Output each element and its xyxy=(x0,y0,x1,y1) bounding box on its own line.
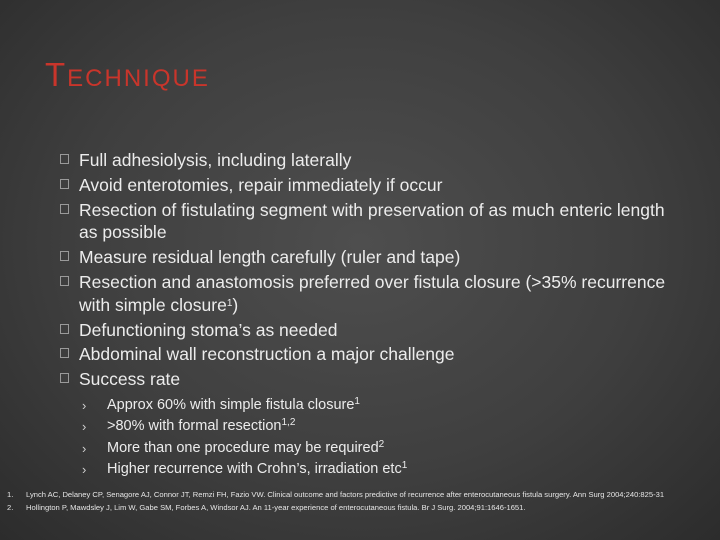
bullet-text: Measure residual length carefully (ruler and tape) xyxy=(79,247,461,268)
bullet-icon xyxy=(60,276,69,286)
reference-number: 1. xyxy=(7,490,14,499)
bullet-text: Resection and anastomosis preferred over fistula closure (>35% recurrence with simple closure xyxy=(79,271,666,315)
reference-item xyxy=(7,489,715,501)
chevron-right-icon: › xyxy=(82,397,87,413)
bullet-icon xyxy=(60,373,69,383)
bullet-icon xyxy=(60,251,69,261)
bullet-text: Defunctioning stoma’s as needed xyxy=(79,319,338,340)
sub-bullet-item xyxy=(79,459,680,481)
bullet-icon xyxy=(60,154,69,164)
reference-text: Lynch AC, Delaney CP, Senagore AJ, Connor JT, Remzi FH, Fazio VW. Clinical outcome and factors predictive of recurrence after enterocutaneous fistula surgery. Ann Surg 2004;240:825-31 xyxy=(26,490,665,499)
bullet-icon xyxy=(60,348,69,358)
bullet-icon xyxy=(60,179,69,189)
reference-item xyxy=(7,502,715,514)
sub-bullet-list xyxy=(79,395,680,481)
sub-bullet-item xyxy=(79,416,680,438)
bullet-item xyxy=(60,246,680,269)
chevron-right-icon: › xyxy=(82,440,87,456)
bullet-icon xyxy=(60,204,69,214)
slide-title xyxy=(45,58,210,91)
reference-text: Hollington P, Mawdsley J, Lim W, Gabe SM, Forbes A, Windsor AJ. An 11-year experience of enterocutaneous fistula. Br J Surg. 2004;91:1646-1651. xyxy=(26,502,526,512)
title-initial: T xyxy=(45,56,68,93)
bullet-text: Full adhesiolysis, including laterally xyxy=(79,150,352,170)
bullet-list xyxy=(60,149,680,483)
bullet-text: Abdominal wall reconstruction a major challenge xyxy=(79,344,455,365)
bullet-icon xyxy=(60,324,69,334)
citation-marker: 1 xyxy=(401,460,408,472)
bullet-item xyxy=(60,271,680,317)
chevron-right-icon: › xyxy=(82,419,87,435)
sub-bullet-text: >80% with formal resection xyxy=(107,418,282,435)
bullet-item xyxy=(60,174,680,197)
citation-marker: 1,2 xyxy=(281,417,296,429)
sub-bullet-text: More than one procedure may be required xyxy=(107,439,379,456)
bullet-text: Avoid enterotomies, repair immediately if occur xyxy=(79,174,443,195)
chevron-right-icon: › xyxy=(82,462,87,478)
reference-number: 2. xyxy=(7,502,14,512)
bullet-item xyxy=(60,368,680,481)
bullet-item xyxy=(60,149,680,172)
bullet-text: Success rate xyxy=(79,369,181,390)
sub-bullet-item xyxy=(79,438,680,460)
sub-bullet-item xyxy=(79,395,680,417)
sub-bullet-text: Approx 60% with simple fistula closure xyxy=(107,396,355,413)
citation-marker: 1 xyxy=(226,297,233,309)
citation-marker: 2 xyxy=(378,438,385,450)
title-rest: ECHNIQUE xyxy=(67,65,210,92)
references-list xyxy=(7,489,715,514)
bullet-item xyxy=(60,343,680,366)
sub-bullet-text: Higher recurrence with Crohn’s, irradiation etc xyxy=(107,461,402,478)
bullet-item xyxy=(60,319,680,342)
bullet-text: Resection of fistulating segment with preservation of as much enteric length as possible xyxy=(79,199,665,243)
bullet-text-end: ) xyxy=(232,294,239,315)
bullet-item xyxy=(60,199,680,245)
citation-marker: 1 xyxy=(354,395,360,407)
